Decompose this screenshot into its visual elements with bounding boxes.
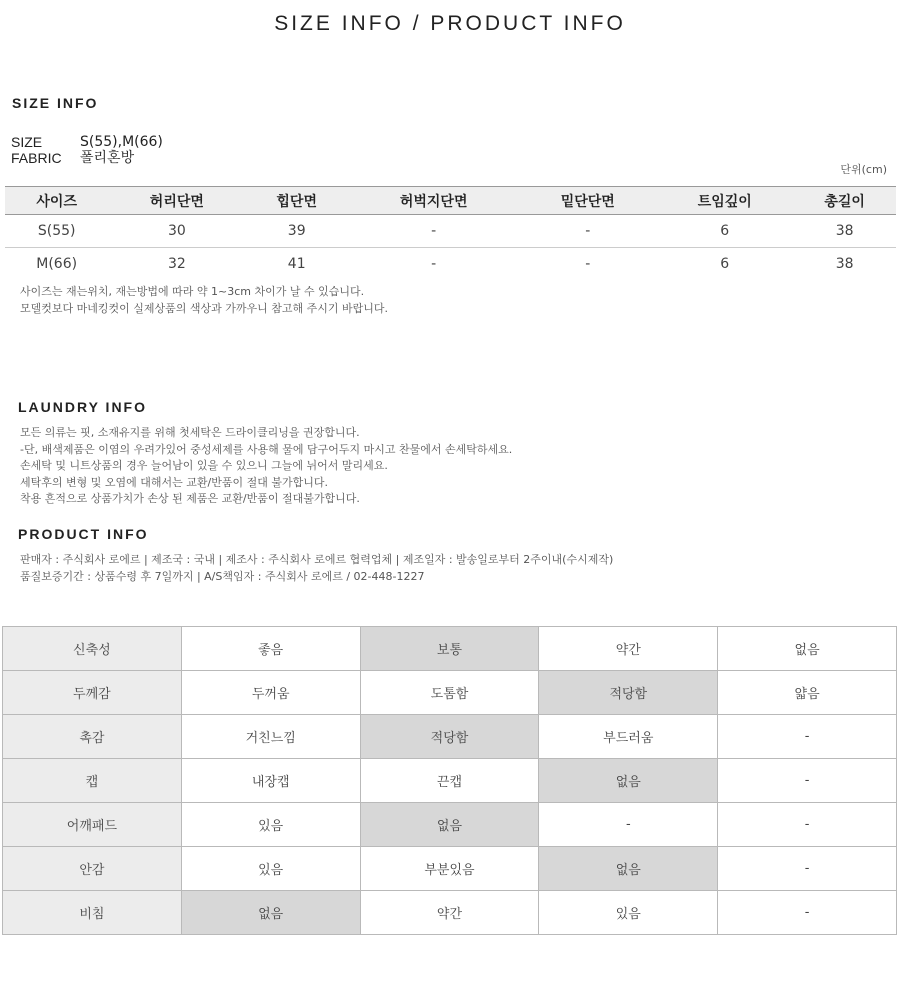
table-cell: M(66)	[36, 256, 78, 272]
spec-row-fabric	[11, 150, 163, 166]
table-cell: 41	[287, 256, 306, 272]
attribute-option-selected: 보통	[360, 627, 539, 671]
attribute-option-selected: 적당함	[539, 671, 718, 715]
laundry-notes	[20, 425, 512, 508]
laundry-line: 모든 의류는 핏, 소재유지를 위해 첫세탁은 드라이클리닝을 권장합니다.	[20, 426, 360, 439]
attribute-option: -	[718, 715, 897, 759]
attribute-option: 있음	[181, 803, 360, 847]
attribute-label: 캡	[3, 759, 182, 803]
attribute-option: 부드러움	[539, 715, 718, 759]
table-row	[5, 215, 896, 248]
attribute-option-selected: 없음	[181, 891, 360, 935]
attribute-option: -	[718, 803, 897, 847]
attribute-label: 어깨패드	[3, 803, 182, 847]
attribute-label: 안감	[3, 847, 182, 891]
attribute-option: 약간	[539, 627, 718, 671]
attribute-label: 촉감	[3, 715, 182, 759]
note-line: 모델컷보다 마네킹컷이 실제상품의 색상과 가까우니 참고해 주시기 바랍니다.	[20, 301, 389, 315]
header-cell: 밑단단면	[519, 187, 656, 215]
size-notes	[20, 284, 388, 317]
attribute-option: 있음	[181, 847, 360, 891]
unit-label: 단위(cm)	[840, 163, 887, 176]
attribute-label: 비침	[3, 891, 182, 935]
attribute-option: -	[718, 847, 897, 891]
header-cell: 허벅지단면	[348, 187, 519, 215]
attribute-option-selected: 없음	[539, 759, 718, 803]
attribute-option-selected: 적당함	[360, 715, 539, 759]
table-row	[5, 248, 896, 281]
attribute-option: 끈캡	[360, 759, 539, 803]
spec-value: 폴리혼방	[80, 150, 135, 166]
table-cell: -	[431, 256, 437, 272]
spec-row-size	[11, 134, 163, 150]
table-cell: -	[585, 256, 591, 272]
attribute-option: 부분있음	[360, 847, 539, 891]
attribute-option: 도톰함	[360, 671, 539, 715]
table-cell: 6	[720, 256, 730, 272]
attribute-row	[3, 803, 897, 847]
product-notes	[20, 552, 613, 585]
attribute-row	[3, 759, 897, 803]
header-cell: 사이즈	[5, 187, 108, 215]
attribute-label: 신축성	[3, 627, 182, 671]
table-cell: 39	[245, 215, 348, 248]
header-cell: 트임깊이	[656, 187, 793, 215]
attribute-row	[3, 671, 897, 715]
laundry-line: 세탁후의 변형 및 오염에 대해서는 교환/반품이 절대 불가합니다.	[20, 475, 328, 489]
attribute-table	[2, 626, 897, 935]
spec-key: SIZE	[11, 134, 43, 150]
laundry-line: 착용 흔적으로 상품가치가 손상 된 제품은 교환/반품이 절대불가합니다.	[20, 492, 360, 505]
attribute-option: -	[539, 803, 718, 847]
laundry-line: 손세탁 및 니트상품의 경우 늘어남이 있을 수 있으니 그늘에 뉘어서 말리세요.	[20, 459, 388, 472]
spec-key: FABRIC	[11, 150, 62, 166]
size-info-heading: SIZE INFO	[12, 95, 99, 111]
attribute-option: 있음	[539, 891, 718, 935]
attribute-label: 두께감	[3, 671, 182, 715]
product-line: 품질보증기간 : 상품수령 후 7일까지 | A/S책임자 : 주식회사 로에르 / 02-448-1227	[20, 569, 425, 583]
spec-list	[11, 134, 163, 166]
attribute-option: 내장캡	[181, 759, 360, 803]
table-cell: 6	[656, 215, 793, 248]
size-table-header	[5, 187, 896, 215]
product-line: 판매자 : 주식회사 로에르 | 제조국 : 국내 | 제조사 : 주식회사 로에르 협력업체 | 제조일자 : 발송일로부터 2주이내(수시제작)	[20, 553, 614, 566]
attribute-row	[3, 627, 897, 671]
table-cell: -	[519, 215, 656, 248]
attribute-option: 없음	[718, 627, 897, 671]
page-title: SIZE INFO / PRODUCT INFO	[274, 12, 626, 35]
table-cell: 32	[167, 256, 186, 272]
attribute-option: 얇음	[718, 671, 897, 715]
note-line: 사이즈는 재는위치, 재는방법에 따라 약 1~3cm 차이가 날 수 있습니다.	[20, 285, 365, 298]
attribute-option: 두꺼움	[181, 671, 360, 715]
attribute-option: 좋음	[181, 627, 360, 671]
attribute-row	[3, 891, 897, 935]
laundry-info-heading: LAUNDRY INFO	[18, 399, 147, 415]
spec-value: S(55),M(66)	[80, 134, 163, 150]
attribute-option-selected: 없음	[360, 803, 539, 847]
table-cell: 38	[793, 215, 896, 248]
product-info-heading: PRODUCT INFO	[18, 526, 149, 542]
attribute-option-selected: 없음	[539, 847, 718, 891]
header-cell: 총길이	[793, 187, 896, 215]
size-table	[5, 186, 896, 280]
attribute-option: 거친느낌	[181, 715, 360, 759]
table-cell: 38	[835, 256, 854, 272]
laundry-line: -단, 배색제품은 이염의 우려가있어 중성세제를 사용해 물에 담구어두지 마시고 찬물에서 손세탁하세요.	[20, 442, 513, 456]
table-cell: -	[348, 215, 519, 248]
attribute-option: -	[718, 759, 897, 803]
attribute-row	[3, 715, 897, 759]
header-cell: 힙단면	[245, 187, 348, 215]
attribute-row	[3, 847, 897, 891]
table-cell: 30	[108, 215, 245, 248]
table-cell: S(55)	[5, 215, 108, 248]
attribute-option: -	[718, 891, 897, 935]
header-cell: 허리단면	[108, 187, 245, 215]
attribute-option: 약간	[360, 891, 539, 935]
